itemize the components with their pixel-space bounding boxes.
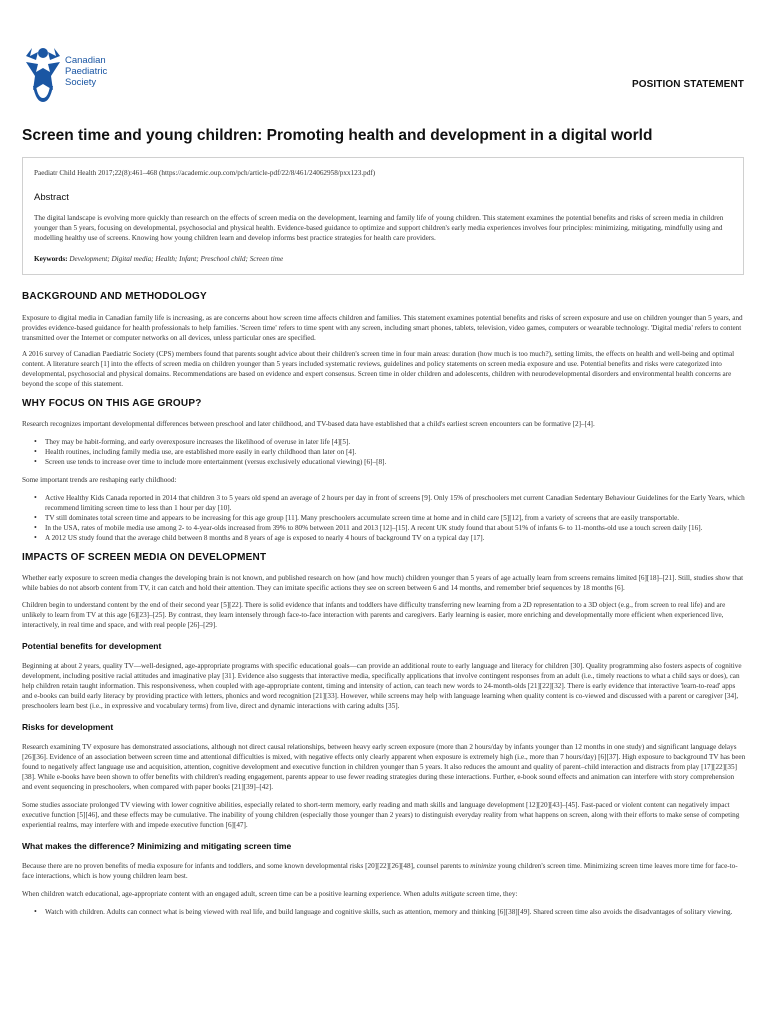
paragraph: A 2016 survey of Canadian Paediatric Society (CPS) members found that parents sought advice about their children's screen time in four main areas: duration (how much is too much?), setting limits, the effects on health and well-being and optimal content. A literature search [1] into the effects of screen media on children younger than 5 years included systematic reviews, guidelines and policy statements on screen media exposure and use. Potential benefits and risks were categorized into developmental, psychosocial and physical domains. Recommendations are based on evidence and expert consensus. Screen time in older children and adolescents, children with neurodevelopmental disorders and environmental health concerns are beyond the scope of this statement. [22,350,735,388]
keywords-list: Development; Digital media; Health; Infant; Preschool child; Screen time [69,255,284,263]
list-item: • Health routines, including family media use, are established more easily in early childhood than later on [4]. [22,447,746,457]
paragraph: Research examining TV exposure has demonstrated associations, although not direct causal relationships, between heavy early screen exposure (more than 2 hours/day by infants younger than 12 months in one study) and significant language delays [26][36]. Evidence of an association between screen time and attentional difficulties is mixed, with negative effects only clearly apparent when exposure is extremely high (i.e., more than 7 hours/day) [6][37]. High exposure to background TV has been found to negatively affect language use and acquisition, attention, cognitive development and executive function in children younger than 5 years. It also reduces the amount and quality of parent–child interaction and distracts from play [17][22][35][38]. While e-books have been shown to offer benefits with children's reading engagement, parents appear to use fewer reading strategies during these interactions. Further, e-book sound effects and animation can interfere with story comprehension and event sequencing in preschoolers, when compared with paper books [21][39]–[42]. [22,743,746,791]
emphasis-minimize: minimize [470,862,497,870]
page-title: Screen time and young children: Promoting health and development in a digital world [22,127,653,144]
subsection-heading-risks: Risks for development [22,722,114,732]
paragraph: Exposure to digital media in Canadian family life is increasing, as are concerns about how screen time affects children and families. This statement examines potential benefits and risks of screen exposure and use on children younger than 5 years, and provides evidence-based guidance for health professionals to help families. 'Screen time' refers to time spent with any screen, including smart phones, tablets, television, video games, computers or wearable technology. 'Digital media' refers to content transmitted over the Internet or computer networks on all devices, unless particular ones are specified. [22,314,743,342]
logo-line: Paediatric [65,66,108,77]
list-item: • A 2012 US study found that the average child between 8 months and 8 years of age is exposed to nearly 4 hours of background TV on a typical day [17]. [22,533,746,543]
abstract-box [22,157,744,275]
paragraph [22,889,746,899]
logo-line: Society [65,77,97,88]
paragraph: Whether early exposure to screen media changes the developing brain is not known, and published research on how (and how much) children younger than 5 years of age actually learn from screens remains limited [6][18]–[21]. Still, studies show that while babies do not absorb content from TV, it can catch and hold their attention. They can imitate specific actions they see on screen between 6 and 14 months, and remember brief sequences by 18 months [6]. [22,574,744,592]
text-run: When children watch educational, age-appropriate content with an engaged adult, screen time can be a positive learning experience. When adults [22,890,442,898]
bullet-list [22,437,746,467]
abstract-heading: Abstract [34,192,69,203]
list-item: • They may be habit-forming, and early overexposure increases the likelihood of overuse in later life [4][5]. [22,437,746,447]
list-item: • In the USA, rates of mobile media use among 2- to 4-year-olds increased from 39% to 80% between 2011 and 2013 [12]–[15]. A recent UK study found that about 51% of infants 6- to 11-months-old use a touch screen daily [16]. [22,523,746,533]
paragraph [22,861,746,881]
document-type-label: POSITION STATEMENT [632,79,744,90]
paragraph: Beginning at about 2 years, quality TV—well-designed, age-appropriate programs with specific educational goals—can provide an additional route to early language and literacy for children [30]. Quality programming also fosters aspects of cognitive development, including positive racial attitudes and imaginative play [31]. Evidence also suggests that interactive media, specifically applications that involve contingent responses from an adult (i.e., timely reactions to what a child says or does), can help children retain taught information. This responsiveness, when coupled with age-appropriate content, timing and intensity of action, can teach new words to 24-month-olds [21][22][32]. There is early evidence that interactive 'learn-to-read' apps and e-books can build early literacy by providing practice with letters, phonics and word recognition [21][33]. However, while screens may help with language learning when quality content is co-viewed and discussed with a parent or caregiver [34], preschoolers learn best (i.e., in expressive and vocabulary terms) from live, direct and dynamic interactions with caring adults [35]. [22,662,742,710]
keywords-label: Keywords: [34,255,68,263]
paragraph: Children begin to understand content by the end of their second year [5][22]. There is solid evidence that infants and toddlers have difficulty transferring new learning from a 2D representation to a 3D object (e.g., from screen to real life) and are unlikely to learn from TV at this age [6][23]–[25]. By contrast, they learn intensely through face-to-face interaction with parents and caregivers. Early learning is easier, more enriching and developmentally more efficient when experienced live, interactively, in real time and space, and with real people [26]–[29]. [22,601,726,629]
keywords-line [34,255,283,263]
cps-logo[interactable] [22,42,142,108]
section-heading-background: BACKGROUND AND METHODOLOGY [22,291,207,302]
section-heading-impacts: IMPACTS OF SCREEN MEDIA ON DEVELOPMENT [22,552,267,563]
main-content [22,288,746,917]
list-item: • Active Healthy Kids Canada reported in 2014 that children 3 to 5 years old spend an average of 2 hours per day in front of screens [9]. Only 15% of preschoolers met current Canadian Sedentary Behaviour Guidelines for the Early Years, which recommend limiting screen time to less than 1 hour per day [10]. [22,493,746,513]
text-run: Because there are no proven benefits of media exposure for infants and toddlers, and some known developmental risks [20][22][26][48], counsel parents to [22,862,471,870]
abstract-text: The digital landscape is evolving more quickly than research on the effects of screen media on the development, learning and family life of young children. This statement examines the potential benefits and risks of screen media in children younger than 5 years, focusing on developmental, psychosocial and physical health. Evidence-based guidance to optimize and support children's early media experiences involves four principles: minimizing, mitigating, mindfully using and modelling healthy use of screens. Knowing how young children learn and develop informs best practice strategies for health care providers. [34,214,724,242]
subsection-heading-benefits: Potential benefits for development [22,641,162,651]
bullet-list [22,907,746,917]
maple-figure-icon [22,42,64,106]
list-item: • TV still dominates total screen time and appears to be increasing for this age group [11]. Many preschoolers accumulate screen time at home and in child care [5][12], from a variety of screens that are easily transportable. [22,513,746,523]
citation-link[interactable]: Paediatr Child Health 2017;22(8):461–468 (https://academic.oup.com/pch/article-pdf/22/8/461/24062958/pxx123.pdf) [34,169,376,177]
paragraph: Research recognizes important developmental differences between preschool and later childhood, and TV-based data have established that a child's earliest screen encounters can be formative [2]–[4]. [22,420,595,428]
list-item: • Watch with children. Adults can connect what is being viewed with real life, and build language and cognitive skills, such as attention, memory and thinking [6][38][49]. Shared screen time also avoids the disadvantages of solitary viewing. [22,907,746,917]
text-run: screen time, they: [464,890,518,898]
emphasis-mitigate: mitigate [441,890,465,898]
text-run: young children's screen time. Minimizing screen time leaves more time for face-to-face interactions, which is how young children learn best. [22,862,738,880]
subsection-heading-difference: What makes the difference? Minimizing and mitigating screen time [22,841,292,851]
page-header [0,0,768,120]
list-item: • Screen use tends to increase over time to include more entertainment (versus exclusively educational viewing) [6]–[8]. [22,457,746,467]
section-heading-why-focus: WHY FOCUS ON THIS AGE GROUP? [22,398,202,409]
paragraph: Some important trends are reshaping early childhood: [22,476,177,484]
logo-wordmark [65,55,107,88]
paragraph: Some studies associate prolonged TV viewing with lower cognitive abilities, especially related to short-term memory, early reading and math skills and language development [12][20][43]–[45]. Fast-paced or violent content can negatively impact executive function [5][46], and these effects may be cumulative. The inability of young children (especially those younger than 2 years) to distinguish everyday reality from what happens on screen, along with their efforts to make sense of competing experiential realms, may interfere with and impede executive function [6][47]. [22,801,740,829]
logo-line: Canadian [65,55,106,66]
bullet-list [22,493,746,543]
